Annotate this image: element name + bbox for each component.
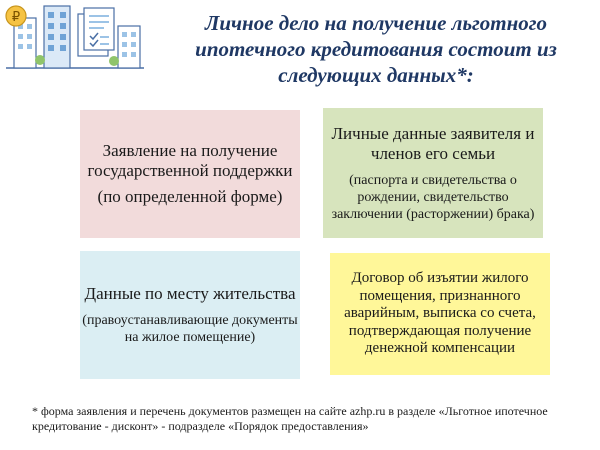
card-note: (правоустанавливающие документы на жилое помещение) bbox=[82, 313, 298, 345]
card-heading: Заявление на получение государственной поддержки bbox=[87, 141, 293, 180]
card-seizure-agreement bbox=[330, 253, 550, 375]
city-documents-icon bbox=[4, 2, 146, 74]
city-documents-logo bbox=[4, 2, 146, 74]
card-heading: Личные данные заявителя и членов его семьи bbox=[331, 123, 535, 163]
page-title: Личное дело на получение льготного ипотечного кредитования состоит из следующих данных*: bbox=[195, 11, 557, 87]
footnote: * форма заявления и перечень документов размещен на сайте azhp.ru в разделе «Льготное ипотечное кредитование - дисконт» - подразделе «Порядок предоставления» bbox=[32, 404, 548, 433]
svg-text:₽: ₽ bbox=[11, 10, 21, 25]
card-heading: Данные по месту жительства bbox=[84, 284, 296, 303]
card-heading: Договор об изъятии жилого помещения, признанного аварийным, выписка со счета, подтверждающая получение денежной компенсации bbox=[344, 270, 536, 357]
card-note: (паспорта и свидетельства о рождении, свидетельство заключении (расторжении) брака) bbox=[331, 172, 535, 222]
card-application bbox=[80, 110, 300, 238]
card-personal-data bbox=[323, 108, 543, 238]
card-note: (по определенной форме) bbox=[97, 187, 283, 206]
card-residence-data bbox=[80, 251, 300, 379]
